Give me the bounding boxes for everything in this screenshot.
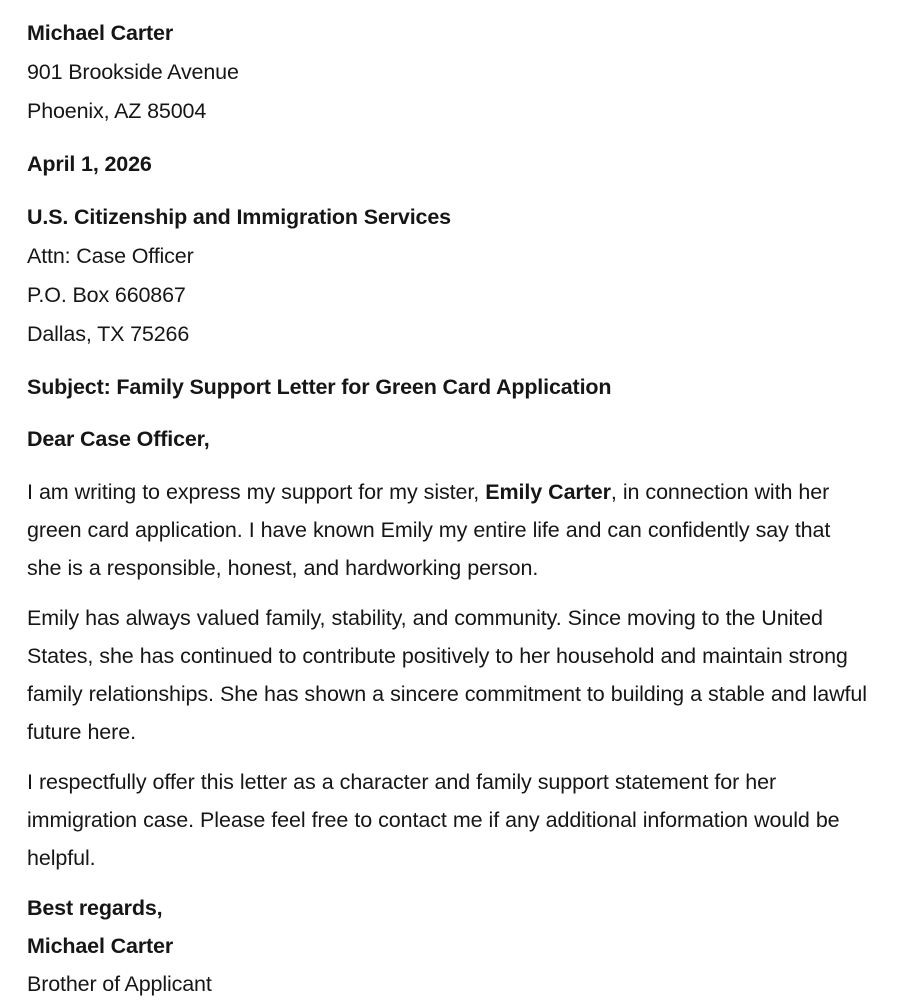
sender-city-state-zip: Phoenix, AZ 85004 xyxy=(27,99,207,123)
body-paragraph-2: Emily has always valued family, stability, and community. Since moving to the United States, she has continued to contribute positively to her household and maintain strong family relationships. She has shown a sincere commitment to building a stable and lawful future here. xyxy=(27,606,867,744)
applicant-name-emphasis: Emily Carter xyxy=(485,480,611,504)
recipient-attention-line: Attn: Case Officer xyxy=(27,244,194,268)
paragraph-1-text-after-name: , in connection with her green card application. I have known Emily my entire life and can confidently say that she is a responsible, honest, and hardworking person. xyxy=(27,480,831,580)
paragraph-1-text-before-name: I am writing to express my support for my sister, xyxy=(27,480,486,504)
closing-signature-block xyxy=(27,889,870,1003)
signer-name: Michael Carter xyxy=(27,934,174,958)
body-paragraph-3: I respectfully offer this letter as a character and family support statement for her immigration case. Please feel free to contact me if any additional information would be helpful. xyxy=(27,770,840,870)
salutation-block xyxy=(27,420,870,459)
sender-street-address: 901 Brookside Avenue xyxy=(27,60,239,84)
sender-address-block xyxy=(27,14,870,131)
recipient-po-box: P.O. Box 660867 xyxy=(27,283,186,307)
valediction: Best regards, xyxy=(27,896,163,920)
recipient-organization: U.S. Citizenship and Immigration Services xyxy=(27,205,451,229)
signer-relation: Brother of Applicant xyxy=(27,972,212,996)
salutation: Dear Case Officer, xyxy=(27,427,210,451)
subject-block xyxy=(27,368,870,407)
sender-name: Michael Carter xyxy=(27,21,174,45)
recipient-address-block xyxy=(27,198,870,354)
letter-date-block xyxy=(27,145,870,184)
body-paragraph-1 xyxy=(27,473,870,587)
letter-date: April 1, 2026 xyxy=(27,152,152,176)
recipient-city-state-zip: Dallas, TX 75266 xyxy=(27,322,190,346)
subject-line: Subject: Family Support Letter for Green Card Application xyxy=(27,375,612,399)
